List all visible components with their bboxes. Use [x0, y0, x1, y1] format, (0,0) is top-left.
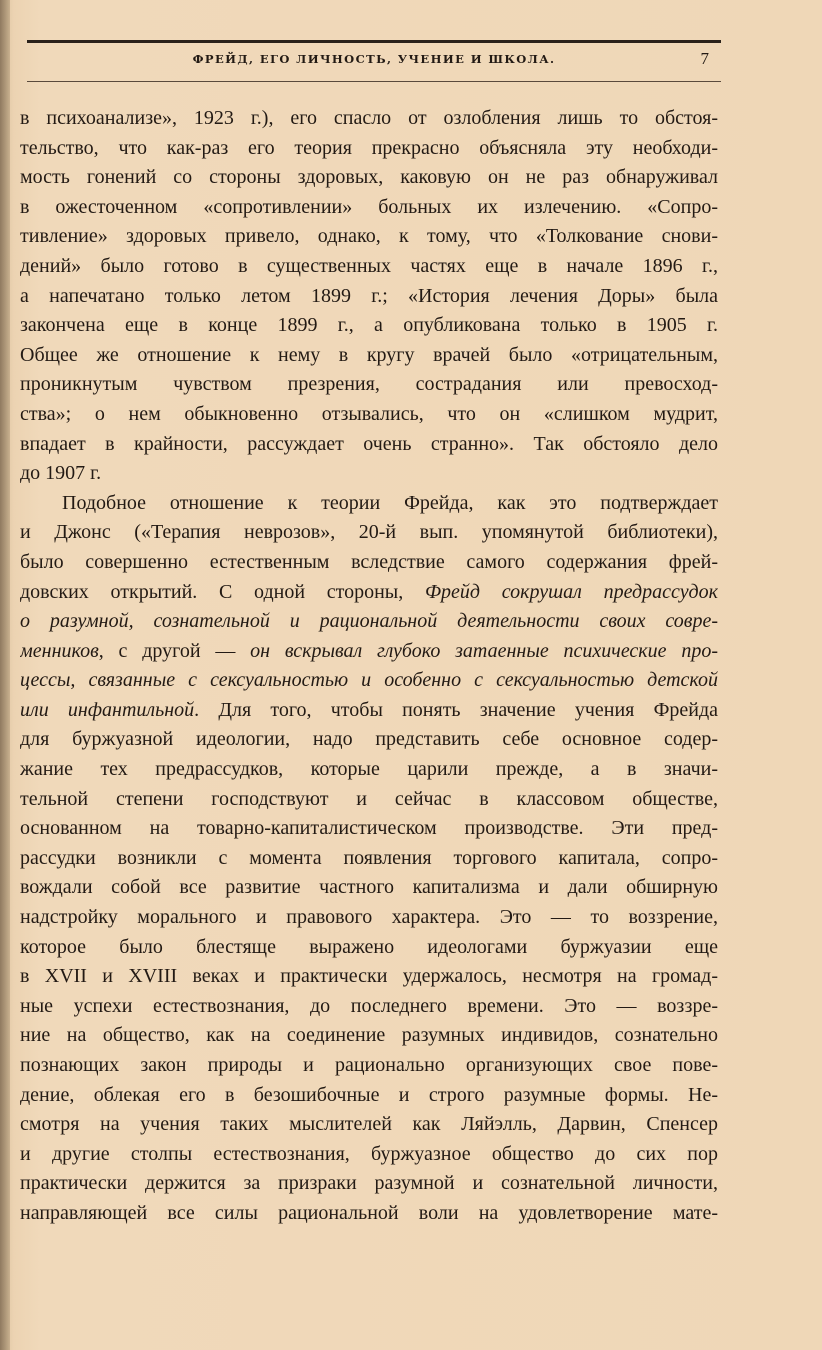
text-line: которое было блестяще выражено идеологами буржуазии еще — [20, 935, 718, 958]
text-line: мость гонений со стороны здоровых, каковую он не раз обнаруживал — [20, 166, 718, 189]
text-line: ние на общество, как на соединение разумных индивидов, сознательно — [20, 1024, 718, 1047]
italic-span: менников — [20, 639, 99, 662]
text-line: смотря на учения таких мыслителей как Ляйэлль, Дарвин, Спенсер — [20, 1113, 718, 1136]
text-line: Подобное отношение к теории Фрейда, как это подтверждает — [62, 491, 718, 514]
text-line: проникнутым чувством презрения, сострадания или превосход- — [20, 373, 718, 396]
page-spine-shadow — [0, 0, 10, 1350]
text-line: Общее же отношение к нему в кругу врачей было «отрицательным, — [20, 343, 718, 366]
text-line: было совершенно естественным вследствие самого содержания фрей- — [20, 550, 718, 573]
text-line: дение, облекая его в безошибочные и строго разумные формы. Не- — [20, 1083, 718, 1106]
text-line: тельство, что как-раз его теория прекрасно объясняла эту необходи- — [20, 136, 718, 159]
text-line: в ожесточенном «сопротивлении» больных их излечению. «Сопро- — [20, 195, 718, 218]
running-header — [27, 40, 721, 82]
text-line: тивление» здоровых привело, однако, к тому, что «Толкование снови- — [20, 225, 718, 248]
text-line: основанном на товарно-капиталистическом производстве. Эти пред- — [20, 817, 718, 840]
text-line: надстройку морального и правового характера. Это — то воззрение, — [20, 906, 718, 929]
text-line-italic: цессы, связанные с сексуальностью и особенно с сексуальностью детской — [20, 669, 718, 692]
body-text — [20, 104, 718, 1229]
text-line: ные успехи естествознания, до последнего времени. Это — воззре- — [20, 994, 718, 1017]
text-line: ства»; о нем обыкновенно отзывались, что он «слишком мудрит, — [20, 402, 718, 425]
italic-span: он вскрывал глубоко затаенные психические про- — [250, 639, 718, 662]
text-line-mixed — [20, 578, 718, 608]
text-line: вождали собой все развитие частного капитализма и дали обширную — [20, 876, 718, 899]
running-title: ФРЕЙД, ЕГО ЛИЧНОСТЬ, УЧЕНИЕ И ШКОЛА. — [192, 52, 556, 66]
text-line: в XVII и XVIII веках и практически удержалось, несмотря на громад- — [20, 965, 718, 988]
text-line: тельной степени господствуют и сейчас в классовом обществе, — [20, 787, 718, 810]
text-line: дений» было готово в существенных частях еще в начале 1896 г., — [20, 254, 718, 277]
text-line: практически держится за призраки разумной и сознательной личности, — [20, 1172, 718, 1195]
text-line: жание тех предрассудков, которые царили прежде, а в значи- — [20, 758, 718, 781]
italic-span: Фрейд сокрушал предрассудок — [424, 580, 718, 603]
text-line: познающих закон природы и рационально организующих свое пове- — [20, 1054, 718, 1076]
text-span: . Для того, чтобы понять значение учения Фрейда — [194, 698, 718, 721]
text-line-italic: о разумной, сознательной и рациональной деятельности своих совре- — [20, 610, 718, 633]
text-line: и Джонс («Терапия неврозов», 20-й вып. упомянутой библиотеки), — [20, 521, 718, 544]
text-line: в психоанализе», 1923 г.), его спасло от озлобления лишь то обстоя- — [20, 107, 718, 129]
text-line-mixed — [20, 696, 718, 726]
text-line: а напечатано только летом 1899 г.; «История лечения Доры» была — [20, 284, 718, 307]
text-line: закончена еще в конце 1899 г., а опубликована только в 1905 г. — [20, 314, 718, 337]
page-number: 7 — [700, 49, 709, 68]
text-line: и другие столпы естествознания, буржуазное общество до сих пор — [20, 1142, 718, 1165]
text-line-mixed — [20, 637, 718, 667]
text-line: до 1907 г. — [20, 462, 102, 485]
text-span: , с другой — — [98, 639, 251, 662]
text-line: рассудки возникли с момента появления торгового капитала, сопро- — [20, 846, 718, 869]
text-span: довских открытий. С одной стороны, — [20, 580, 425, 603]
text-line: для буржуазной идеологии, надо представить себе основное содер- — [20, 728, 718, 751]
text-line: направляющей все силы рациональной воли на удовлетворение мате- — [20, 1201, 718, 1224]
text-line: впадает в крайности, рассуждает очень странно». Так обстояло дело — [20, 432, 718, 455]
italic-span: или инфантильной — [20, 698, 195, 721]
